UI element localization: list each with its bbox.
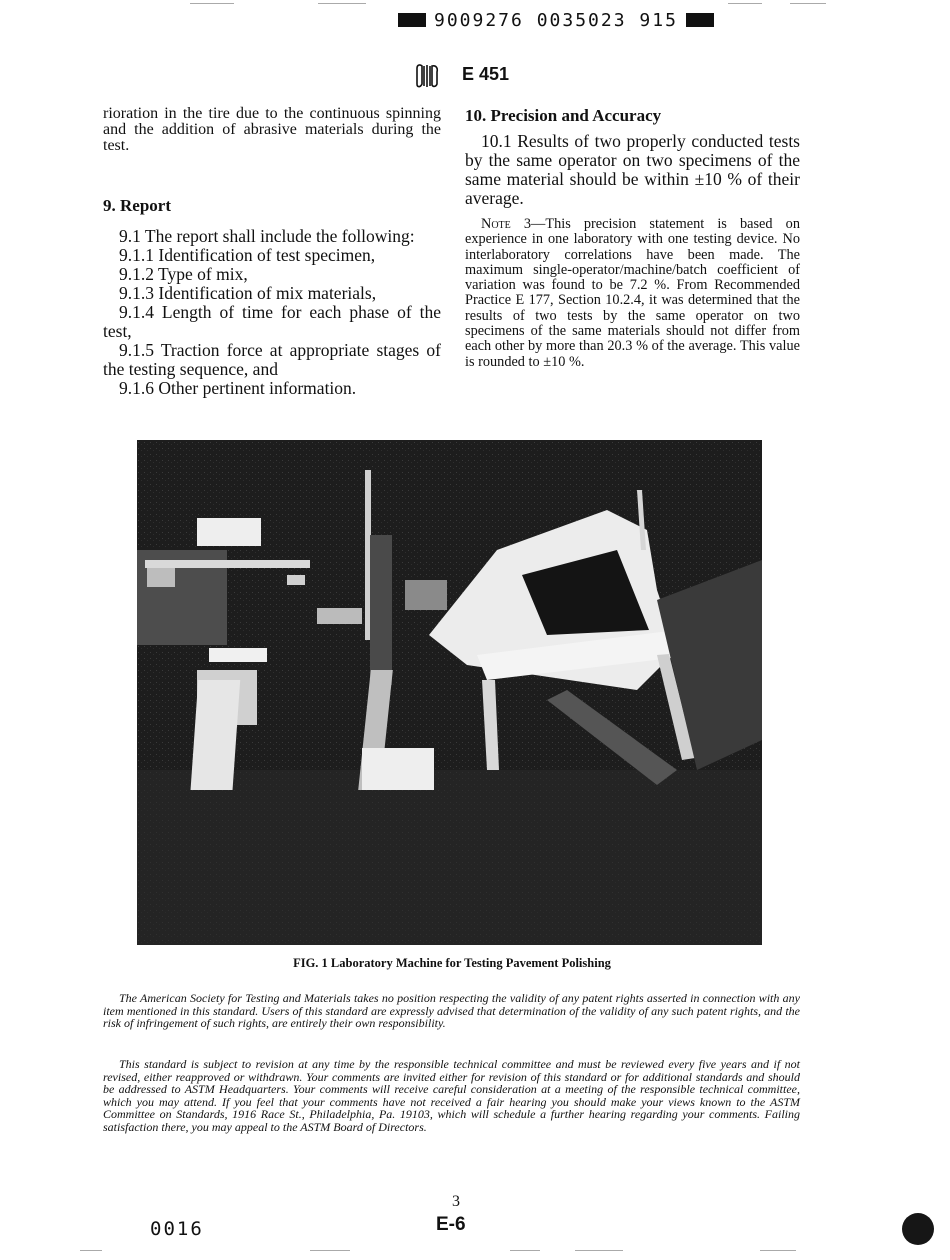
barcode-number: 9009276 0035023 915: [434, 9, 678, 31]
precision-note: [465, 217, 800, 370]
report-item: 9.1 The report shall include the following:: [119, 226, 415, 246]
page-number: 3: [452, 1193, 460, 1210]
laboratory-machine-image: [137, 440, 762, 945]
scan-artifact: [80, 1250, 102, 1251]
standard-designation: E 451: [462, 64, 510, 84]
barcode-block-right: [686, 13, 714, 27]
barcode-block-left: [398, 13, 426, 27]
scan-artifact: [190, 3, 234, 4]
left-column: [103, 106, 441, 398]
astm-logo-icon: [414, 62, 440, 90]
patent-disclaimer: The American Society for Testing and Materials takes no position respecting the validity of any patent rights asserted in connection with any item mentioned in this standard. Users of this standard are expressly advised that determination of the validity of any such patent rights, and the risk of infringement of such rights, are entirely their own responsibility.: [103, 991, 800, 1031]
scan-artifact: [760, 1250, 796, 1251]
right-column: [465, 106, 800, 370]
scan-artifact: [575, 1250, 623, 1251]
continued-paragraph: rioration in the tire due to the continuous spinning and the addition of abrasive materials during the test.: [103, 105, 441, 154]
scan-artifact: [510, 1250, 540, 1251]
report-item: 9.1.1 Identification of test specimen,: [119, 245, 376, 265]
note-text: —This precision statement is based on experience in one laboratory with one testing device. No interlaboratory correlations have been made. The maximum single-operator/machine/batch coefficient of variation was found to be 7.2 %. From Recommended Practice E 177, Section 10.2.4, it was determined that the results of two tests by the same operator on two specimens of the same materials should not differ from each other by more than 20.3 % of the average. This value is rounded to ±10 %.: [465, 216, 800, 370]
document-barcode: [398, 8, 714, 32]
corner-blot: [902, 1213, 934, 1245]
note-label: Note 3: [481, 216, 532, 232]
report-item: 9.1.4 Length of time for each phase of the test,: [103, 302, 441, 341]
precision-paragraph: 10.1 Results of two properly conducted tests by the same operator on two specimens of the same material should be within ±10 % of their average.: [465, 131, 800, 208]
report-item: 9.1.5 Traction force at appropriate stages of the testing sequence, and: [103, 340, 441, 379]
report-items-list: [103, 227, 441, 398]
section-heading-report: 9. Report: [103, 196, 171, 215]
scan-artifact: [310, 1250, 350, 1251]
stamp-right: E-6: [436, 1214, 466, 1235]
figure-caption: FIG. 1 Laboratory Machine for Testing Pavement Polishing: [293, 956, 611, 970]
stamp-left: 0016: [150, 1218, 204, 1240]
scan-artifact: [790, 3, 826, 4]
figure-photo: [137, 440, 762, 945]
scan-artifact: [728, 3, 762, 4]
scan-artifact: [318, 3, 366, 4]
report-item: 9.1.3 Identification of mix materials,: [119, 283, 377, 303]
section-heading-precision: 10. Precision and Accuracy: [465, 106, 662, 125]
report-item: 9.1.6 Other pertinent information.: [119, 378, 357, 398]
report-item: 9.1.2 Type of mix,: [119, 264, 248, 284]
revision-disclaimer: This standard is subject to revision at any time by the responsible technical committee and must be reviewed every five years and if not revised, either reapproved or withdrawn. Your comments are invited either for revision of this standard or for additional standards and should be addressed to ASTM Headquarters. Your comments will receive careful consideration at a meeting of the responsible technical committee, which you may attend. If you feel that your comments have not received a fair hearing you should make your views known to the ASTM Committee on Standards, 1916 Race St., Philadelphia, Pa. 19103, which will schedule a further hearing regarding your comments. Failing satisfaction there, you may appeal to the ASTM Board of Directors.: [103, 1057, 800, 1134]
